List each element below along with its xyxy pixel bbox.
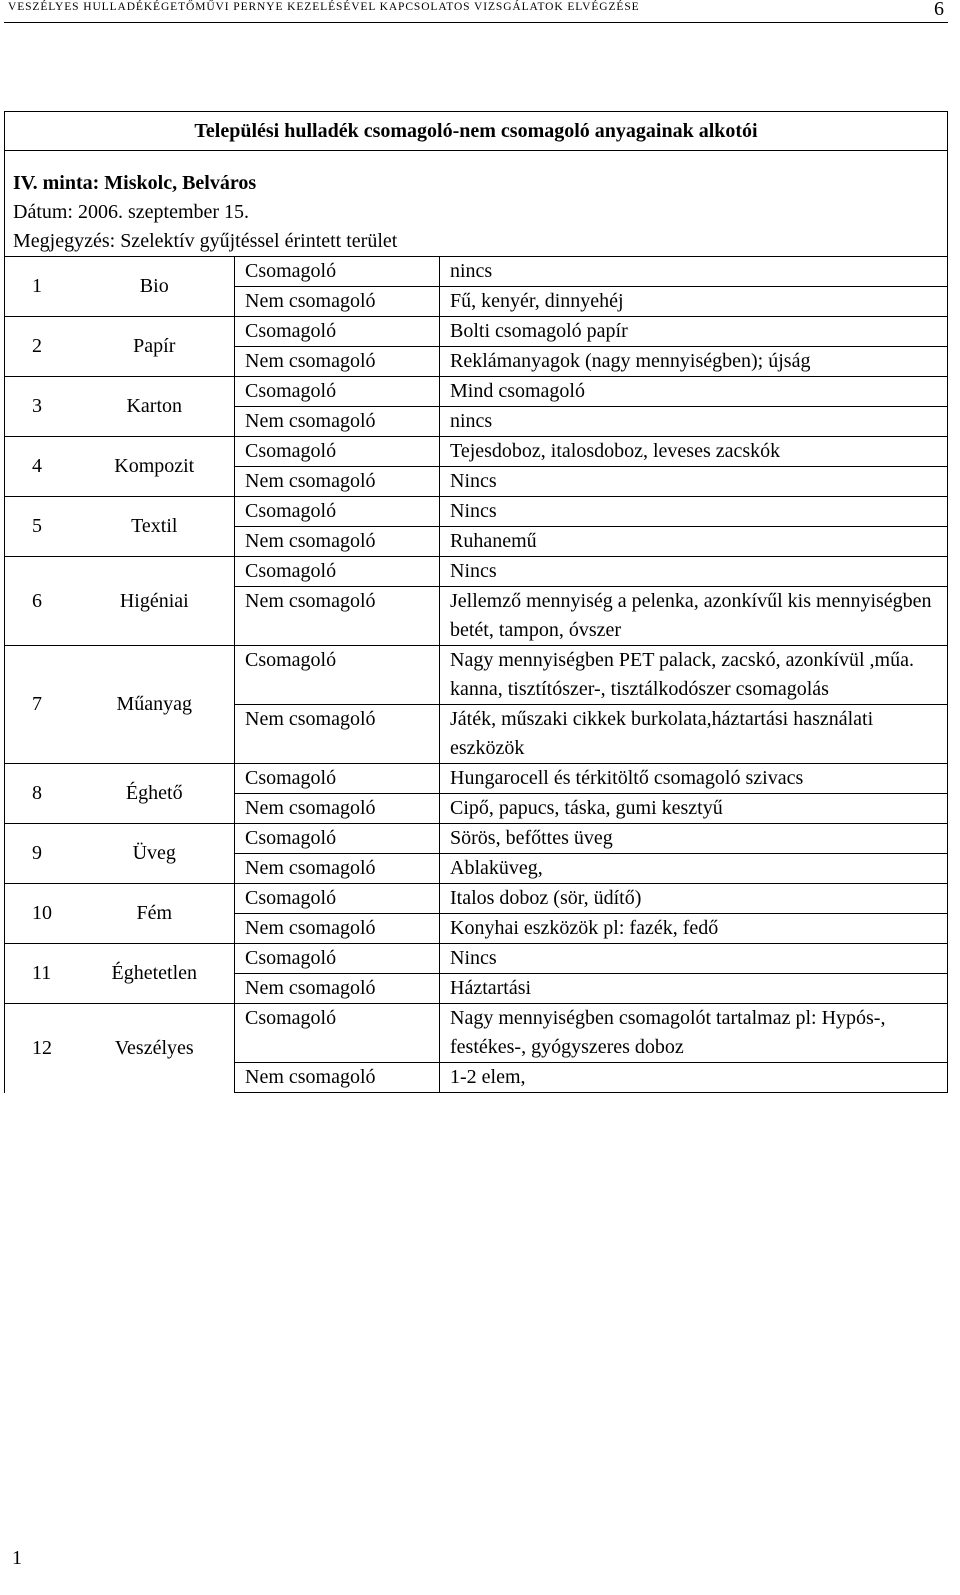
- material-description: Tejesdoboz, italosdoboz, leveses zacskók: [440, 437, 948, 467]
- packaging-type: Csomagoló: [235, 646, 440, 705]
- table-row: [5, 557, 948, 587]
- sample-row: [5, 151, 948, 199]
- group-category: Papír: [75, 317, 235, 377]
- group-category: Műanyag: [75, 646, 235, 764]
- material-description: Nincs: [440, 497, 948, 527]
- packaging-type: Csomagoló: [235, 824, 440, 854]
- packaging-type: Nem csomagoló: [235, 794, 440, 824]
- packaging-type: Nem csomagoló: [235, 705, 440, 764]
- packaging-type: Csomagoló: [235, 257, 440, 287]
- group-number: 9: [5, 824, 75, 884]
- group-number: 10: [5, 884, 75, 944]
- date-label: Dátum: 2006. szeptember 15.: [5, 198, 948, 227]
- group-category: Fém: [75, 884, 235, 944]
- group-number: 8: [5, 764, 75, 824]
- packaging-type: Nem csomagoló: [235, 914, 440, 944]
- material-description: Háztartási: [440, 974, 948, 1004]
- table-row: [5, 1004, 948, 1063]
- packaging-type: Csomagoló: [235, 944, 440, 974]
- packaging-type: Nem csomagoló: [235, 287, 440, 317]
- table-title: Települési hulladék csomagoló-nem csomagoló anyagainak alkotói: [5, 112, 948, 151]
- packaging-type: Nem csomagoló: [235, 347, 440, 377]
- packaging-type: Nem csomagoló: [235, 587, 440, 646]
- packaging-type: Nem csomagoló: [235, 467, 440, 497]
- group-category: Éghető: [75, 764, 235, 824]
- group-number: 3: [5, 377, 75, 437]
- group-number: 7: [5, 646, 75, 764]
- group-number: 12: [5, 1004, 75, 1093]
- material-description: Nincs: [440, 467, 948, 497]
- material-description: 1-2 elem,: [440, 1063, 948, 1093]
- packaging-type: Nem csomagoló: [235, 974, 440, 1004]
- table-row: [5, 257, 948, 287]
- material-description: Játék, műszaki cikkek burkolata,háztartási használati eszközök: [440, 705, 948, 764]
- material-description: Mind csomagoló: [440, 377, 948, 407]
- material-description: Hungarocell és térkitöltő csomagoló szivacs: [440, 764, 948, 794]
- table-row: [5, 497, 948, 527]
- table-row: [5, 824, 948, 854]
- packaging-type: Csomagoló: [235, 557, 440, 587]
- group-category: Kompozit: [75, 437, 235, 497]
- material-description: Jellemző mennyiség a pelenka, azonkívűl kis mennyiségben betét, tampon, óvszer: [440, 587, 948, 646]
- packaging-type: Csomagoló: [235, 437, 440, 467]
- table-title-row: [5, 112, 948, 151]
- material-description: Cipő, papucs, táska, gumi kesztyű: [440, 794, 948, 824]
- group-category: Éghetetlen: [75, 944, 235, 1004]
- material-description: Nagy mennyiségben PET palack, zacskó, azonkívül ,műa. kanna, tisztítószer-, tisztálkodószer csomagolás: [440, 646, 948, 705]
- table-row: [5, 377, 948, 407]
- table-row: [5, 944, 948, 974]
- table-row: [5, 437, 948, 467]
- group-category: Higéniai: [75, 557, 235, 646]
- material-description: Italos doboz (sör, üdítő): [440, 884, 948, 914]
- material-description: Nincs: [440, 557, 948, 587]
- packaging-type: Nem csomagoló: [235, 407, 440, 437]
- sample-label: IV. minta: Miskolc, Belváros: [5, 151, 948, 199]
- table-row: [5, 884, 948, 914]
- waste-composition-table: [4, 111, 948, 1093]
- group-category: Üveg: [75, 824, 235, 884]
- packaging-type: Csomagoló: [235, 884, 440, 914]
- table-row: [5, 317, 948, 347]
- running-header: [4, 0, 952, 20]
- material-description: nincs: [440, 407, 948, 437]
- material-description: Nincs: [440, 944, 948, 974]
- material-description: Ruhanemű: [440, 527, 948, 557]
- group-number: 6: [5, 557, 75, 646]
- footer-page-marker: 1: [12, 1547, 22, 1569]
- page-number: 6: [934, 0, 944, 20]
- group-number: 5: [5, 497, 75, 557]
- material-description: Sörös, befőttes üveg: [440, 824, 948, 854]
- material-description: Fű, kenyér, dinnyehéj: [440, 287, 948, 317]
- group-category: Veszélyes: [75, 1004, 235, 1093]
- group-number: 2: [5, 317, 75, 377]
- packaging-type: Csomagoló: [235, 764, 440, 794]
- group-category: Textil: [75, 497, 235, 557]
- group-number: 1: [5, 257, 75, 317]
- packaging-type: Csomagoló: [235, 497, 440, 527]
- material-description: Ablaküveg,: [440, 854, 948, 884]
- material-description: Konyhai eszközök pl: fazék, fedő: [440, 914, 948, 944]
- material-description: nincs: [440, 257, 948, 287]
- material-description: Reklámanyagok (nagy mennyiségben); újság: [440, 347, 948, 377]
- group-number: 4: [5, 437, 75, 497]
- material-description: Nagy mennyiségben csomagolót tartalmaz pl: Hypós-, festékes-, gyógyszeres doboz: [440, 1004, 948, 1063]
- packaging-type: Csomagoló: [235, 1004, 440, 1063]
- running-title: VESZÉLYES HULLADÉKÉGETŐMŰVI PERNYE KEZELÉSÉVEL KAPCSOLATOS VIZSGÁLATOK ELVÉGZÉSE: [8, 1, 640, 13]
- group-category: Karton: [75, 377, 235, 437]
- header-divider: [4, 22, 948, 23]
- material-description: Bolti csomagoló papír: [440, 317, 948, 347]
- table-row: [5, 646, 948, 705]
- packaging-type: Nem csomagoló: [235, 854, 440, 884]
- table-row: [5, 764, 948, 794]
- group-number: 11: [5, 944, 75, 1004]
- packaging-type: Csomagoló: [235, 317, 440, 347]
- date-row: [5, 198, 948, 227]
- note-label: Megjegyzés: Szelektív gyűjtéssel érintett terület: [5, 227, 948, 257]
- packaging-type: Csomagoló: [235, 377, 440, 407]
- note-row: [5, 227, 948, 257]
- packaging-type: Nem csomagoló: [235, 1063, 440, 1093]
- group-category: Bio: [75, 257, 235, 317]
- packaging-type: Nem csomagoló: [235, 527, 440, 557]
